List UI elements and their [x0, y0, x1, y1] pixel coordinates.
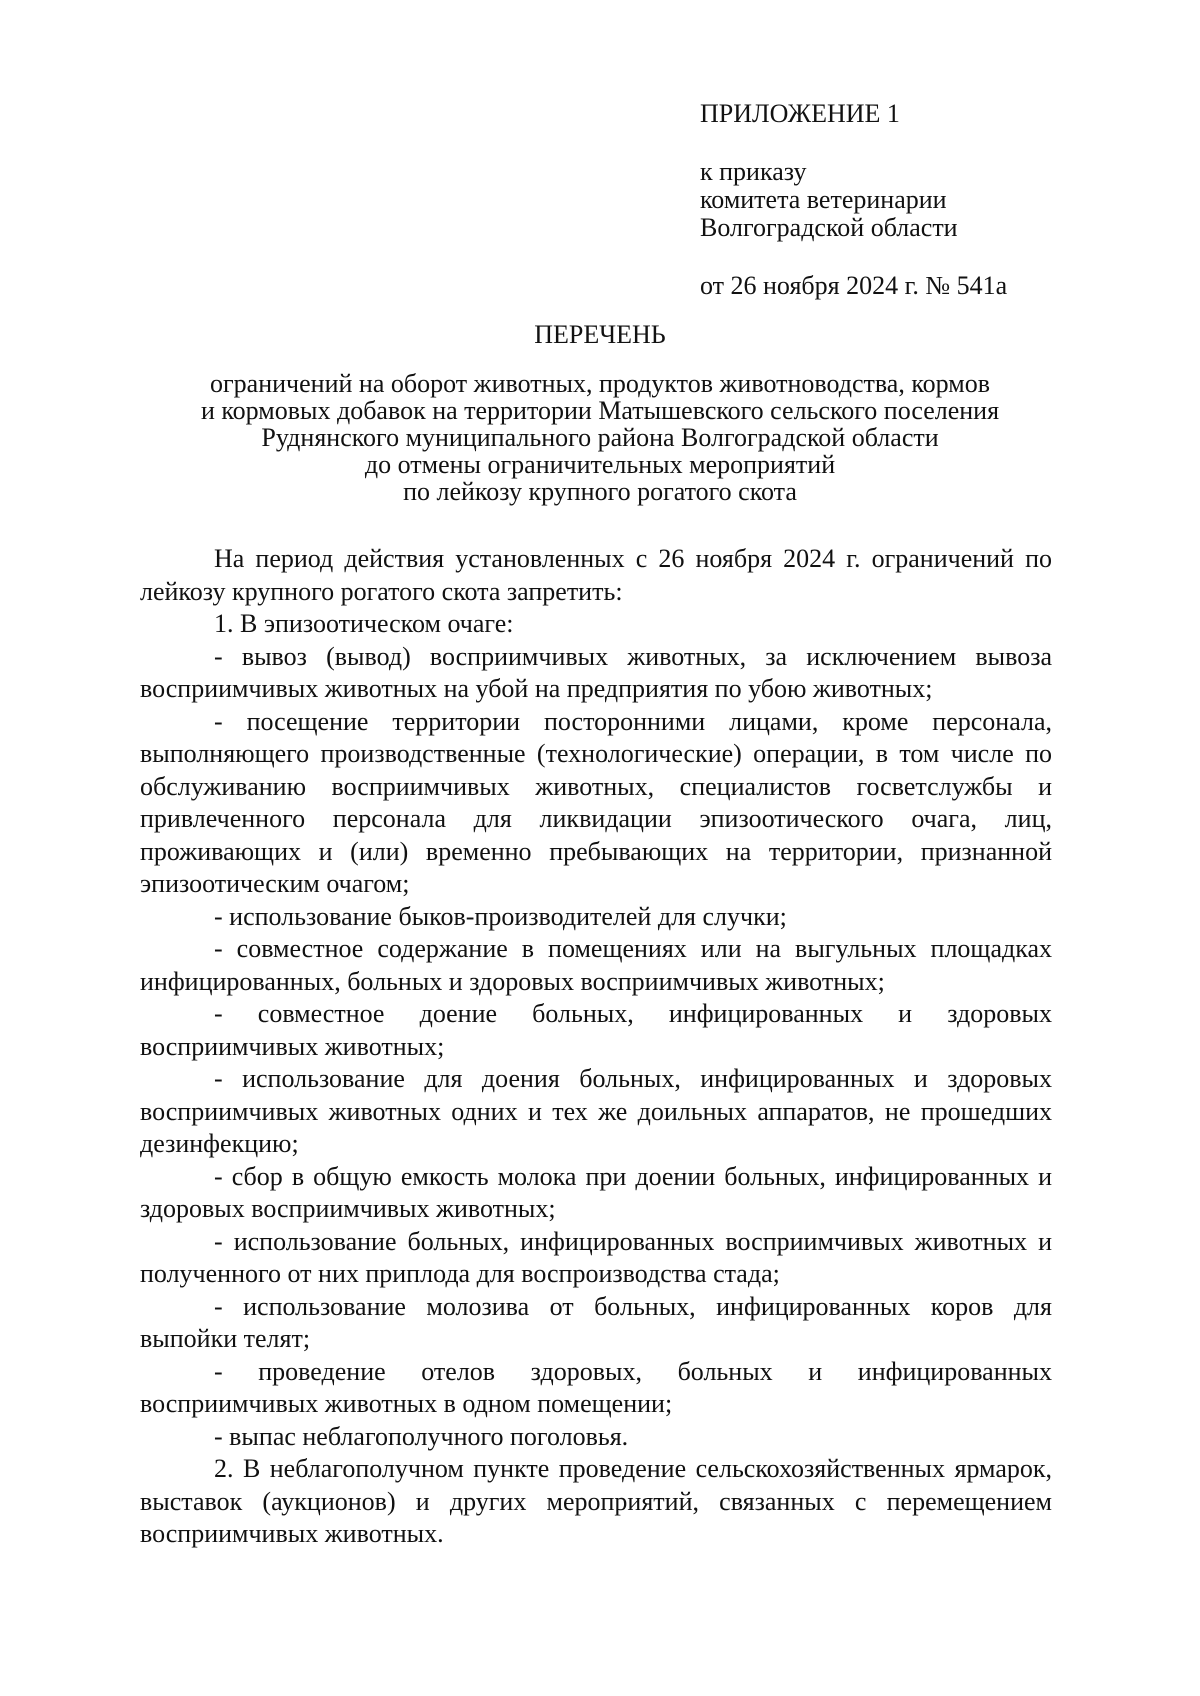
appendix-header: [700, 100, 1140, 300]
list-item: - проведение отелов здоровых, больных и инфицированных восприимчивых животных в одном помещении;: [140, 1356, 1052, 1418]
subtitle-line: ограничений на оборот животных, продуктов животноводства, кормов: [210, 369, 990, 398]
list-item: - использование для доения больных, инфицированных и здоровых восприимчивых животных одних и тех же доильных аппаратов, не прошедших дезинфекцию;: [140, 1064, 1052, 1158]
subtitle-line: Руднянского муниципального района Волгоградской области: [261, 423, 939, 452]
order-line: к приказу: [700, 157, 807, 186]
list-item: - сбор в общую емкость молока при доении больных, инфицированных и здоровых восприимчивых животных;: [140, 1161, 1052, 1223]
subtitle-line: и кормовых добавок на территории Матышевского сельского поселения: [200, 396, 1000, 425]
list-item: - использование больных, инфицированных восприимчивых животных и полученного от них приплода для воспроизводства стада;: [140, 1226, 1052, 1288]
order-line: Волгоградской области: [700, 213, 958, 242]
order-date: от 26 ноября 2024 г. № 541а: [700, 271, 1008, 300]
list-item: - совместное содержание в помещениях или на выгульных площадках инфицированных, больных и здоровых восприимчивых животных;: [140, 934, 1052, 996]
section-paragraph: 2. В неблагополучном пункте проведение сельскохозяйственных ярмарок, выставок (аукционов) и других мероприятий, связанных с перемещением восприимчивых животных.: [140, 1454, 1052, 1548]
appendix-label: ПРИЛОЖЕНИЕ 1: [700, 99, 900, 128]
list-item: - выпас неблагополучного поголовья.: [214, 1421, 629, 1451]
section-heading: 1. В эпизоотическом очаге:: [214, 609, 514, 638]
document-title: ПЕРЕЧЕНЬ: [534, 320, 666, 349]
document-subtitle: [140, 370, 1060, 505]
intro-paragraph: На период действия установленных с 26 ноября 2024 г. ограничений по лейкозу крупного рогатого скота запретить:: [140, 544, 1052, 606]
subtitle-line: по лейкозу крупного рогатого скота: [403, 477, 797, 506]
list-item: - посещение территории посторонними лицами, кроме персонала, выполняющего производственные (технологические) операции, в том числе по обслуживанию восприимчивых животных, специалистов госветслужбы и привлеченного персонала для ликвидации эпизоотического очага, лиц, проживающих и (или) временно пребывающих на территории, признанной эпизоотическим очагом;: [140, 706, 1052, 898]
list-item: - использование быков-производителей для случки;: [214, 901, 787, 931]
document-body: [140, 543, 1052, 1551]
list-item: - совместное доение больных, инфицированных и здоровых восприимчивых животных;: [140, 999, 1052, 1061]
order-line: комитета ветеринарии: [700, 185, 947, 214]
subtitle-line: до отмены ограничительных мероприятий: [364, 450, 836, 479]
list-item: - использование молозива от больных, инфицированных коров для выпойки телят;: [140, 1291, 1052, 1353]
list-item: - вывоз (вывод) восприимчивых животных, за исключением вывоза восприимчивых животных на убой на предприятия по убою животных;: [140, 641, 1052, 703]
